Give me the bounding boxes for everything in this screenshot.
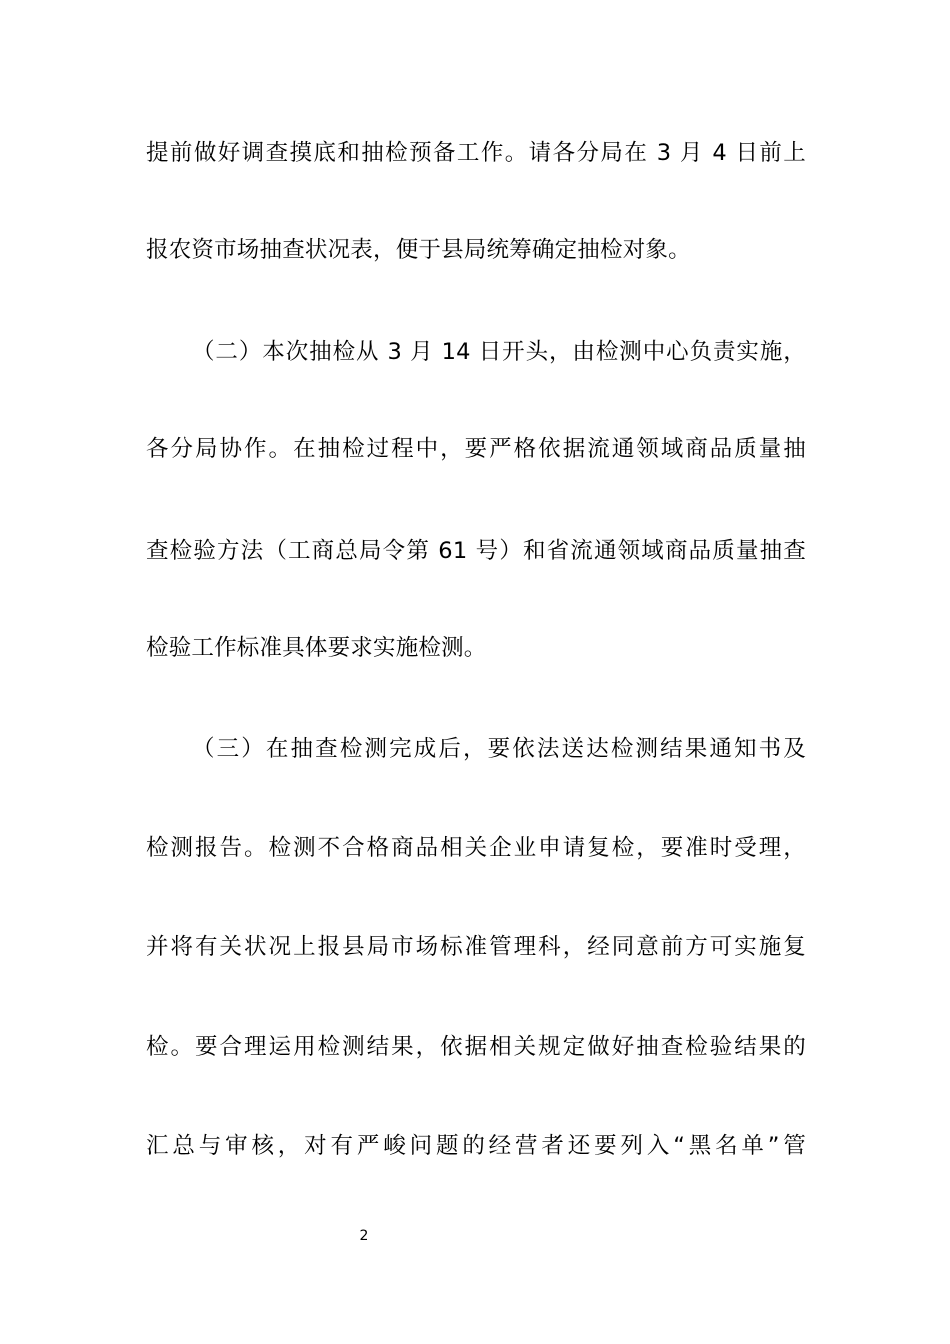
text-line-9: 并将有关状况上报县局市场标准管理科，经同意前方可实施复 bbox=[146, 934, 806, 960]
text-line-4: 各分局协作。在抽检过程中，要严格依据流通领域商品质量抽 bbox=[146, 436, 806, 462]
text-line-11: 汇总与审核，对有严峻问题的经营者还要列入“黑名单”管 bbox=[146, 1133, 806, 1159]
text-line-8: 检测报告。检测不合格商品相关企业申请复检，要准时受理， bbox=[146, 835, 806, 861]
page-number: 2 bbox=[359, 1228, 369, 1244]
text-line-7: （三）在抽查检测完成后，要依法送达检测结果通知书及 bbox=[192, 736, 806, 762]
text-line-5: 查检验方法（工商总局令第 61 号）和省流通领域商品质量抽查 bbox=[146, 538, 806, 564]
text-line-2: 报农资市场抽查状况表，便于县局统筹确定抽检对象。 bbox=[146, 237, 691, 263]
text-line-3: （二）本次抽检从 3 月 14 日开头，由检测中心负责实施， bbox=[192, 339, 806, 365]
text-line-1: 提前做好调查摸底和抽检预备工作。请各分局在 3 月 4 日前上 bbox=[146, 140, 806, 166]
text-line-6: 检验工作标准具体要求实施检测。 bbox=[146, 635, 487, 661]
text-line-10: 检。要合理运用检测结果，依据相关规定做好抽查检验结果的 bbox=[146, 1034, 806, 1060]
